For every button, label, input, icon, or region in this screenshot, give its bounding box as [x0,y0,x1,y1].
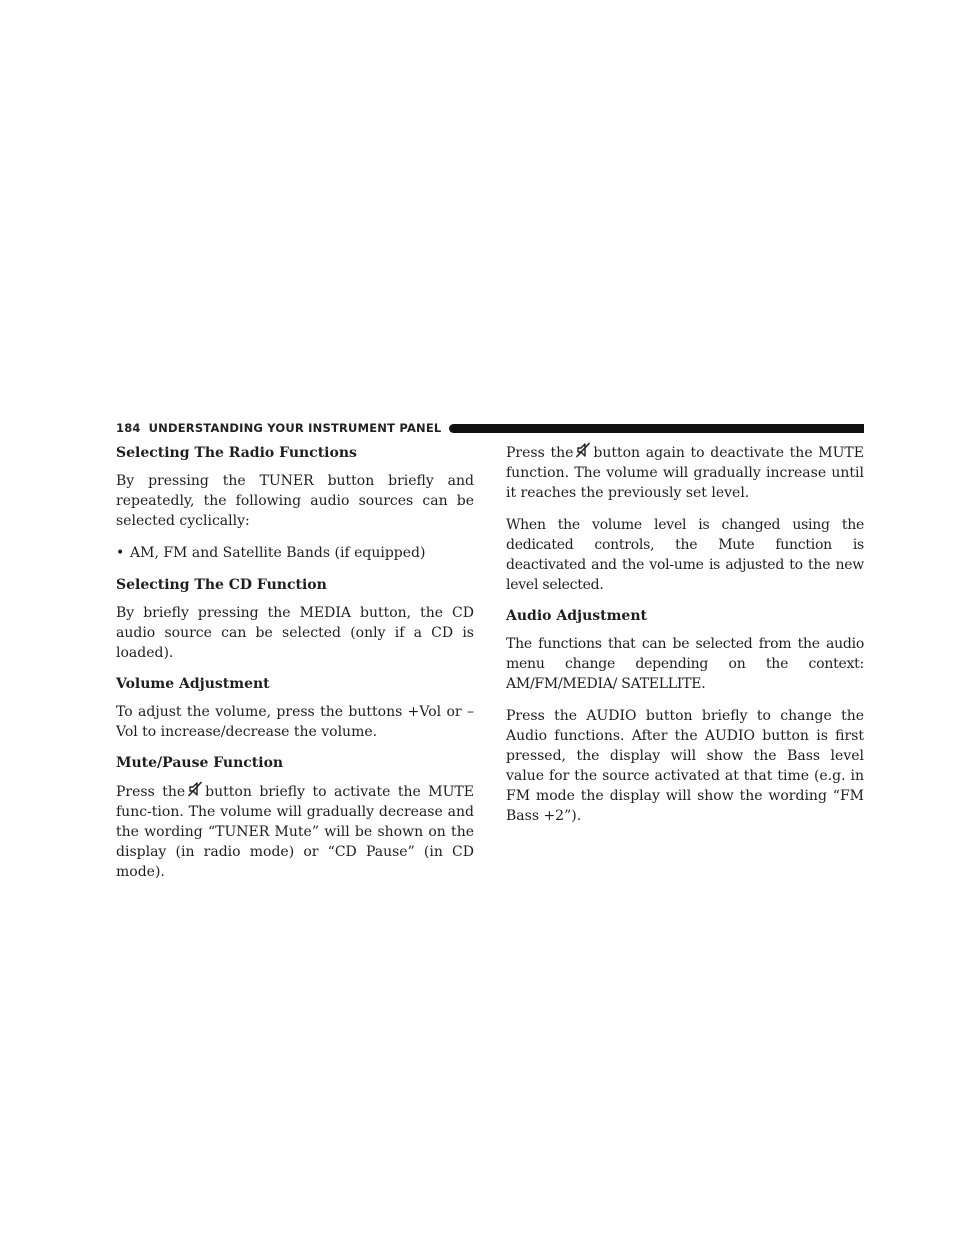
radio-functions-paragraph: By pressing the TUNER button briefly and repeatedly, the following audio sources can be selected cyclically: [116,473,474,529]
cd-function-paragraph: By briefly pressing the MEDIA button, the CD audio source can be selected (only if a CD is loaded). [116,605,474,661]
section-title: UNDERSTANDING YOUR INSTRUMENT PANEL [148,421,442,435]
audio-button-paragraph: Press the AUDIO button briefly to change the Audio functions. After the AUDIO button is first pressed, the display will show the Bass level value for the source activated at that time (e.g. in FM mode the display will show the wording “FM Bass +2”). [506,708,864,824]
audio-adjustment-heading: Audio Adjustment [506,608,647,624]
right-column [506,444,864,838]
radio-bands-text: AM, FM and Satellite Bands (if equipped) [130,545,426,561]
page-number: 184 [116,421,141,435]
mute-pause-heading: Mute/Pause Function [116,755,284,771]
radio-functions-heading: Selecting The Radio Functions [116,445,357,461]
unmute-paragraph [506,442,864,503]
audio-menu-paragraph: The functions that can be selected from the audio menu change depending on the context: AM/FM/MEDIA/ SATELLITE. [506,636,864,692]
mute-text-post: button briefly to activate the MUTE func-tion. The volume will gradually decrease and the wording “TUNER Mute” will be shown on the display (in radio mode) or “CD Pause” (in CD mode). [116,784,474,880]
volume-change-paragraph: When the volume level is changed using the dedicated controls, the Mute function is deactivated and the vol-ume is adjusted to the new level selected. [506,517,864,593]
mute-pause-paragraph [116,781,474,882]
unmute-text-pre: Press the [506,445,574,461]
left-column [116,444,474,894]
page-header [116,420,864,436]
unmute-text-post: button again to deactivate the MUTE function. The volume will gradually increase until it reaches the previously set level. [506,445,864,501]
mute-icon [187,781,203,797]
list-item [116,543,474,563]
bullet-dot: • [116,545,125,561]
volume-adjustment-heading: Volume Adjustment [116,676,270,692]
volume-adjustment-paragraph: To adjust the volume, press the buttons +Vol or –Vol to increase/decrease the volume. [116,704,474,740]
mute-text-pre: Press the [116,784,186,800]
cd-function-heading: Selecting The CD Function [116,577,327,593]
mute-icon [575,442,591,458]
header-rule [449,424,864,433]
